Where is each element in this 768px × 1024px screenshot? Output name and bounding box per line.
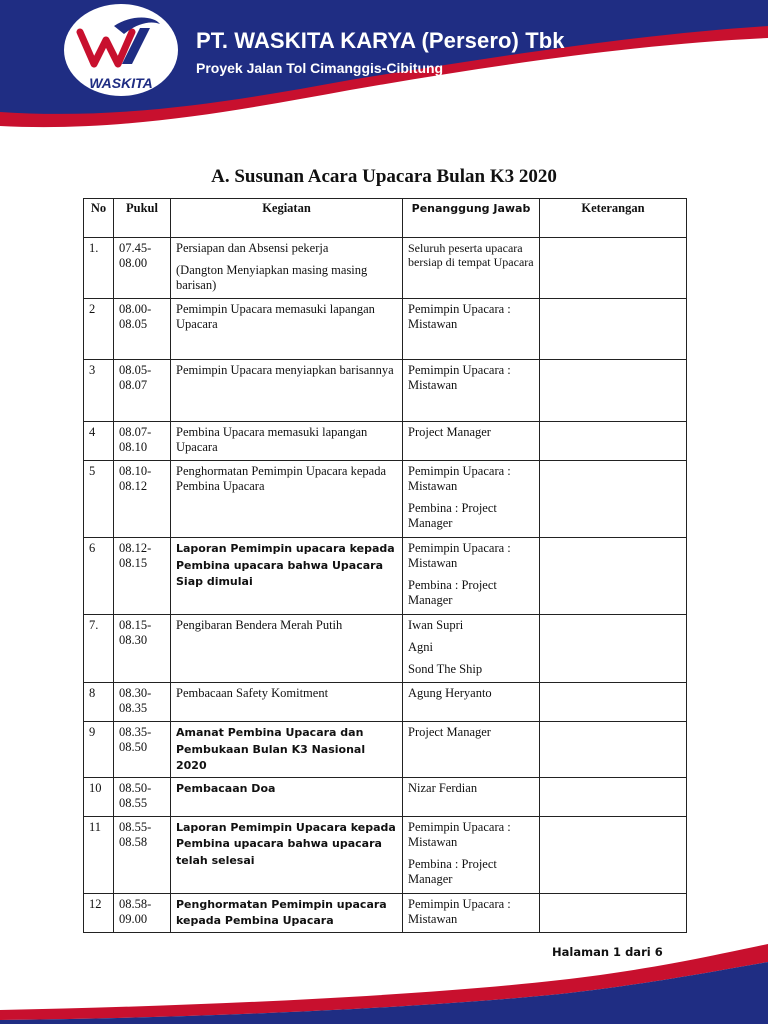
penanggung-jawab-text: Pemimpin Upacara : Mistawan <box>408 302 511 331</box>
cell-keterangan <box>540 538 687 615</box>
cell-penanggung-jawab <box>403 238 540 299</box>
kegiatan-text: Persiapan dan Absensi pekerja <box>176 241 329 255</box>
agenda-body <box>84 238 687 933</box>
company-name: PT. WASKITA KARYA (Persero) Tbk <box>196 28 565 53</box>
table-row <box>84 238 687 299</box>
penanggung-jawab-text: Pemimpin Upacara : Mistawan <box>408 541 511 570</box>
agenda-table <box>83 198 687 933</box>
cell-pukul: 08.10-08.12 <box>114 461 171 538</box>
cell-no: 10 <box>84 777 114 816</box>
footer-banner <box>0 940 768 1024</box>
penanggung-jawab-text: Nizar Ferdian <box>408 780 478 795</box>
table-row <box>84 683 687 722</box>
cell-no: 1. <box>84 238 114 299</box>
cell-penanggung-jawab <box>403 461 540 538</box>
kegiatan-text: Pembina Upacara memasuki lapangan Upacara <box>176 425 368 454</box>
header-no: No <box>84 199 114 238</box>
kegiatan-text: Pengibaran Bendera Merah Putih <box>176 618 343 632</box>
cell-kegiatan <box>171 538 403 615</box>
logo-text: WASKITA <box>89 75 153 91</box>
table-row <box>84 615 687 683</box>
page-prefix: Halaman <box>552 945 610 959</box>
kegiatan-text: (Dangton Menyiapkan masing masing barisan) <box>176 263 368 292</box>
table-header-row <box>84 199 687 238</box>
document-title: A. Susunan Acara Upacara Bulan K3 2020 <box>211 166 557 187</box>
kegiatan-text: Penghormatan Pemimpin Upacara kepada Pembina Upacara <box>176 464 386 493</box>
cell-no: 7. <box>84 615 114 683</box>
cell-kegiatan <box>171 615 403 683</box>
penanggung-jawab-text: Project Manager <box>408 425 491 439</box>
cell-kegiatan <box>171 360 403 422</box>
cell-pukul: 07.45-08.00 <box>114 238 171 299</box>
cell-kegiatan <box>171 777 403 816</box>
cell-keterangan <box>540 722 687 778</box>
cell-penanggung-jawab <box>403 422 540 461</box>
kegiatan-text: Pemimpin Upacara memasuki lapangan Upacara <box>176 302 375 331</box>
waskita-logo <box>62 2 180 98</box>
table-row <box>84 360 687 422</box>
cell-no: 2 <box>84 299 114 360</box>
table-row <box>84 722 687 778</box>
cell-penanggung-jawab <box>403 299 540 360</box>
kegiatan-text: Amanat Pembina Upacara dan Pembukaan Bulan K3 Nasional 2020 <box>176 726 366 772</box>
cell-pukul: 08.00-08.05 <box>114 299 171 360</box>
cell-kegiatan <box>171 816 403 893</box>
table-row <box>84 538 687 615</box>
cell-no: 4 <box>84 422 114 461</box>
penanggung-jawab-text: Seluruh peserta upacara bersiap di tempat Upacara <box>408 241 534 269</box>
penanggung-jawab-text: Pemimpin Upacara : Mistawan <box>408 363 511 392</box>
cell-kegiatan <box>171 238 403 299</box>
cell-kegiatan <box>171 683 403 722</box>
penanggung-jawab-text: Sond The Ship <box>408 662 483 676</box>
table-row <box>84 299 687 360</box>
cell-no: 11 <box>84 816 114 893</box>
table-row <box>84 422 687 461</box>
cell-pukul: 08.55-08.58 <box>114 816 171 893</box>
penanggung-jawab-text: Pembina : Project Manager <box>408 856 497 886</box>
cell-penanggung-jawab <box>403 816 540 893</box>
cell-pukul: 08.15-08.30 <box>114 615 171 683</box>
penanggung-jawab-text: Agung Heryanto <box>408 686 492 700</box>
cell-pukul: 08.58-09.00 <box>114 893 171 932</box>
cell-keterangan <box>540 360 687 422</box>
cell-no: 8 <box>84 683 114 722</box>
cell-pukul: 08.50-08.55 <box>114 777 171 816</box>
cell-penanggung-jawab <box>403 777 540 816</box>
cell-pukul: 08.05-08.07 <box>114 360 171 422</box>
cell-keterangan <box>540 816 687 893</box>
penanggung-jawab-text: Iwan Supri <box>408 618 464 632</box>
cell-keterangan <box>540 615 687 683</box>
cell-penanggung-jawab <box>403 615 540 683</box>
cell-penanggung-jawab <box>403 893 540 932</box>
page-separator: dari <box>625 945 651 959</box>
header-keterangan: Keterangan <box>540 199 687 238</box>
cell-kegiatan <box>171 422 403 461</box>
cell-keterangan <box>540 777 687 816</box>
kegiatan-text: Laporan Pemimpin upacara kepada Pembina upacara bahwa Upacara Siap dimulai <box>176 542 395 588</box>
header-pukul: Pukul <box>114 199 171 238</box>
cell-no: 5 <box>84 461 114 538</box>
table-row <box>84 816 687 893</box>
cell-no: 9 <box>84 722 114 778</box>
project-name: Proyek Jalan Tol Cimanggis-Cibitung <box>196 60 444 76</box>
cell-keterangan <box>540 461 687 538</box>
cell-no: 3 <box>84 360 114 422</box>
header-kegiatan: Kegiatan <box>171 199 403 238</box>
penanggung-jawab-text: Pembina : Project Manager <box>408 578 497 607</box>
cell-no: 6 <box>84 538 114 615</box>
cell-penanggung-jawab <box>403 360 540 422</box>
kegiatan-text: Laporan Pemimpin Upacara kepada Pembina upacara bahwa upacara telah selesai <box>176 820 396 867</box>
cell-keterangan <box>540 683 687 722</box>
kegiatan-text: Pembacaan Safety Komitment <box>176 686 329 700</box>
cell-pukul: 08.12-08.15 <box>114 538 171 615</box>
cell-penanggung-jawab <box>403 722 540 778</box>
penanggung-jawab-text: Pembina : Project Manager <box>408 501 497 530</box>
cell-pukul: 08.30-08.35 <box>114 683 171 722</box>
kegiatan-text: Penghormatan Pemimpin upacara kepada Pembina Upacara <box>176 897 387 927</box>
cell-kegiatan <box>171 461 403 538</box>
penanggung-jawab-text: Pemimpin Upacara : Mistawan <box>408 819 511 849</box>
cell-no: 12 <box>84 893 114 932</box>
penanggung-jawab-text: Pemimpin Upacara : Mistawan <box>408 464 511 493</box>
table-row <box>84 461 687 538</box>
kegiatan-text: Pemimpin Upacara menyiapkan barisannya <box>176 363 394 377</box>
table-row <box>84 777 687 816</box>
cell-kegiatan <box>171 893 403 932</box>
total-pages: 6 <box>654 945 663 959</box>
cell-pukul: 08.35-08.50 <box>114 722 171 778</box>
cell-penanggung-jawab <box>403 538 540 615</box>
penanggung-jawab-text: Project Manager <box>408 725 491 739</box>
cell-keterangan <box>540 299 687 360</box>
current-page: 1 <box>613 945 622 959</box>
cell-keterangan <box>540 238 687 299</box>
kegiatan-text: Pembacaan Doa <box>176 781 276 795</box>
cell-keterangan <box>540 422 687 461</box>
penanggung-jawab-text: Pemimpin Upacara : Mistawan <box>408 896 511 926</box>
cell-penanggung-jawab <box>403 683 540 722</box>
penanggung-jawab-text: Agni <box>408 640 433 654</box>
header-penanggung-jawab: Penanggung Jawab <box>403 199 540 238</box>
cell-kegiatan <box>171 722 403 778</box>
cell-kegiatan <box>171 299 403 360</box>
cell-keterangan <box>540 893 687 932</box>
cell-pukul: 08.07-08.10 <box>114 422 171 461</box>
table-row <box>84 893 687 932</box>
